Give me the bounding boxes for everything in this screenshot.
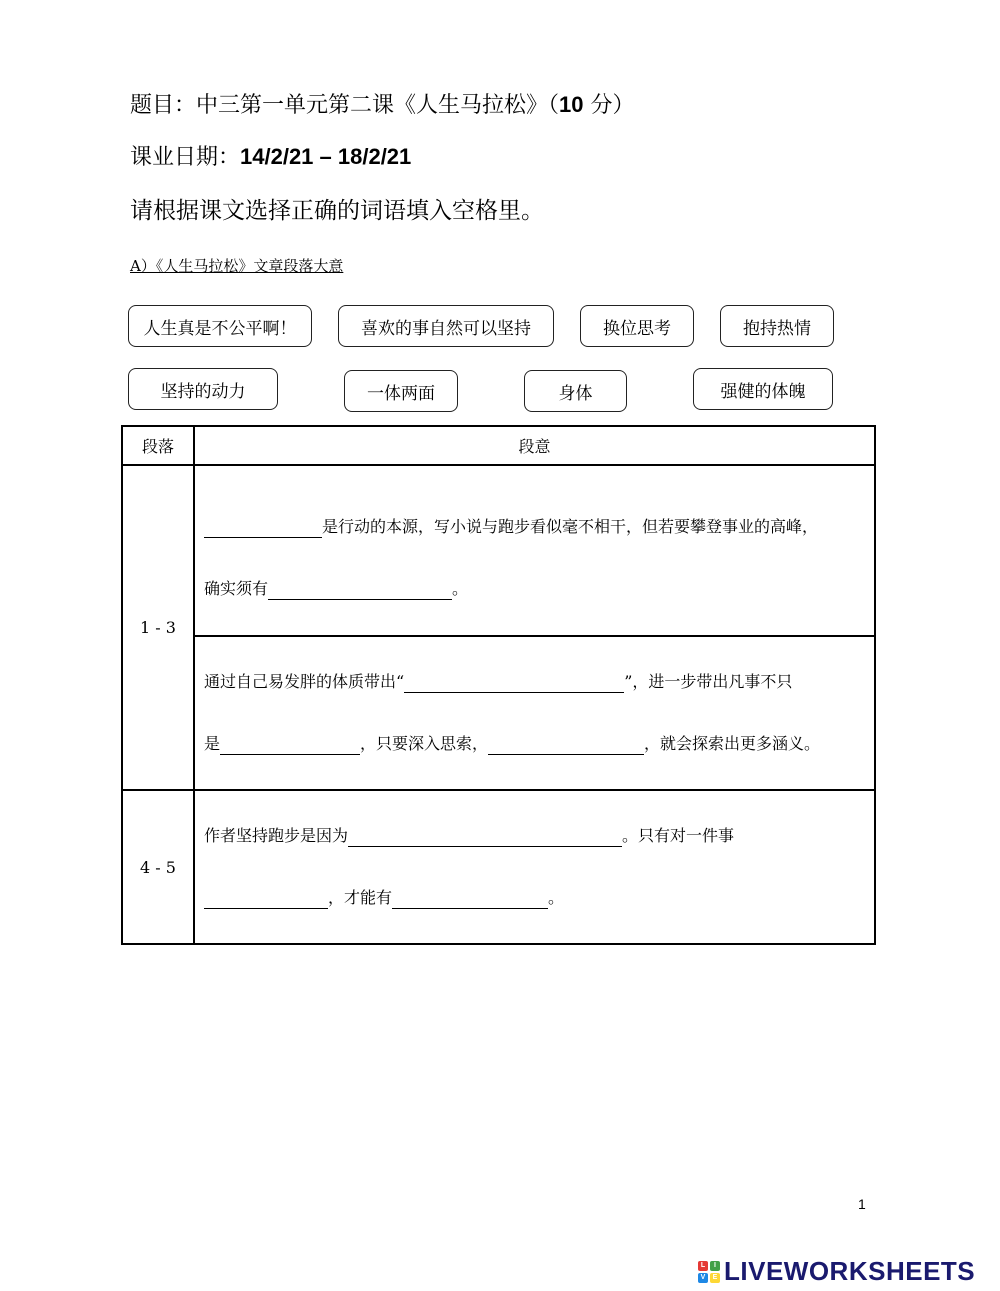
table-row [122,465,875,636]
paragraph-summary-table [121,425,876,945]
word-chip[interactable]: 身体 [524,370,627,412]
answer-blank[interactable] [268,581,452,600]
word-chip[interactable]: 换位思考 [580,305,694,347]
table-header-row [122,426,875,465]
section-a-heading: A）《人生马拉松》文章段落大意 [130,257,344,275]
sentence-line: 确实须有 。 [204,579,469,598]
paragraph-range: 1 - 3 [122,465,194,790]
title-score: 10 [559,92,584,117]
logo-block: V [698,1273,708,1283]
word-chip[interactable]: 抱持热情 [720,305,834,347]
logo-block: I [710,1261,720,1271]
sentence-line: 作者坚持跑步是因为 。只有对一件事 [204,826,735,845]
sentence-line: 通过自己易发胖的体质带出“ ”，进一步带出凡事不只 [204,672,793,691]
logo-text: LIVEWORKSHEETS [724,1256,976,1286]
sentence-line: 是 ，只要深入思索， ，就会探索出更多涵义。 [204,734,821,753]
header-paragraph: 段落 [122,426,194,465]
word-chip[interactable]: 一体两面 [344,370,458,412]
logo-block: L [698,1261,708,1271]
answer-blank[interactable] [220,736,360,755]
word-chip[interactable]: 强健的体魄 [693,368,833,410]
header-meaning: 段意 [194,426,875,465]
word-chip[interactable]: 人生真是不公平啊！ [128,305,312,347]
table-row [122,790,875,944]
answer-blank[interactable] [204,890,328,909]
paragraph-range: 4 - 5 [122,790,194,944]
answer-blank[interactable] [488,736,644,755]
meaning-cell [194,465,875,636]
table-row [122,636,875,790]
liveworksheets-logo [698,1256,975,1287]
logo-blocks-icon [698,1261,720,1283]
answer-blank[interactable] [404,674,624,693]
assignment-date: 课业日期：14/2/21 – 18/2/21 [130,144,412,170]
worksheet-title: 题目：中三第一单元第二课《人生马拉松》（10 分） [130,92,635,118]
meaning-cell [194,636,875,790]
answer-blank[interactable] [348,828,622,847]
word-chip[interactable]: 坚持的动力 [128,368,278,410]
answer-blank[interactable] [204,519,322,538]
date-value: 14/2/21 – 18/2/21 [240,144,412,169]
word-chip[interactable]: 喜欢的事自然可以坚持 [338,305,554,347]
page-number: 1 [858,1196,866,1212]
meaning-cell [194,790,875,944]
logo-block: E [710,1273,720,1283]
sentence-line: 是行动的本源，写小说与跑步看似毫不相干，但若要攀登事业的高峰， [204,496,866,558]
instruction-text: 请根据课文选择正确的词语填入空格里。 [130,198,544,224]
sentence-line: ，才能有 。 [204,867,866,929]
answer-blank[interactable] [392,890,548,909]
